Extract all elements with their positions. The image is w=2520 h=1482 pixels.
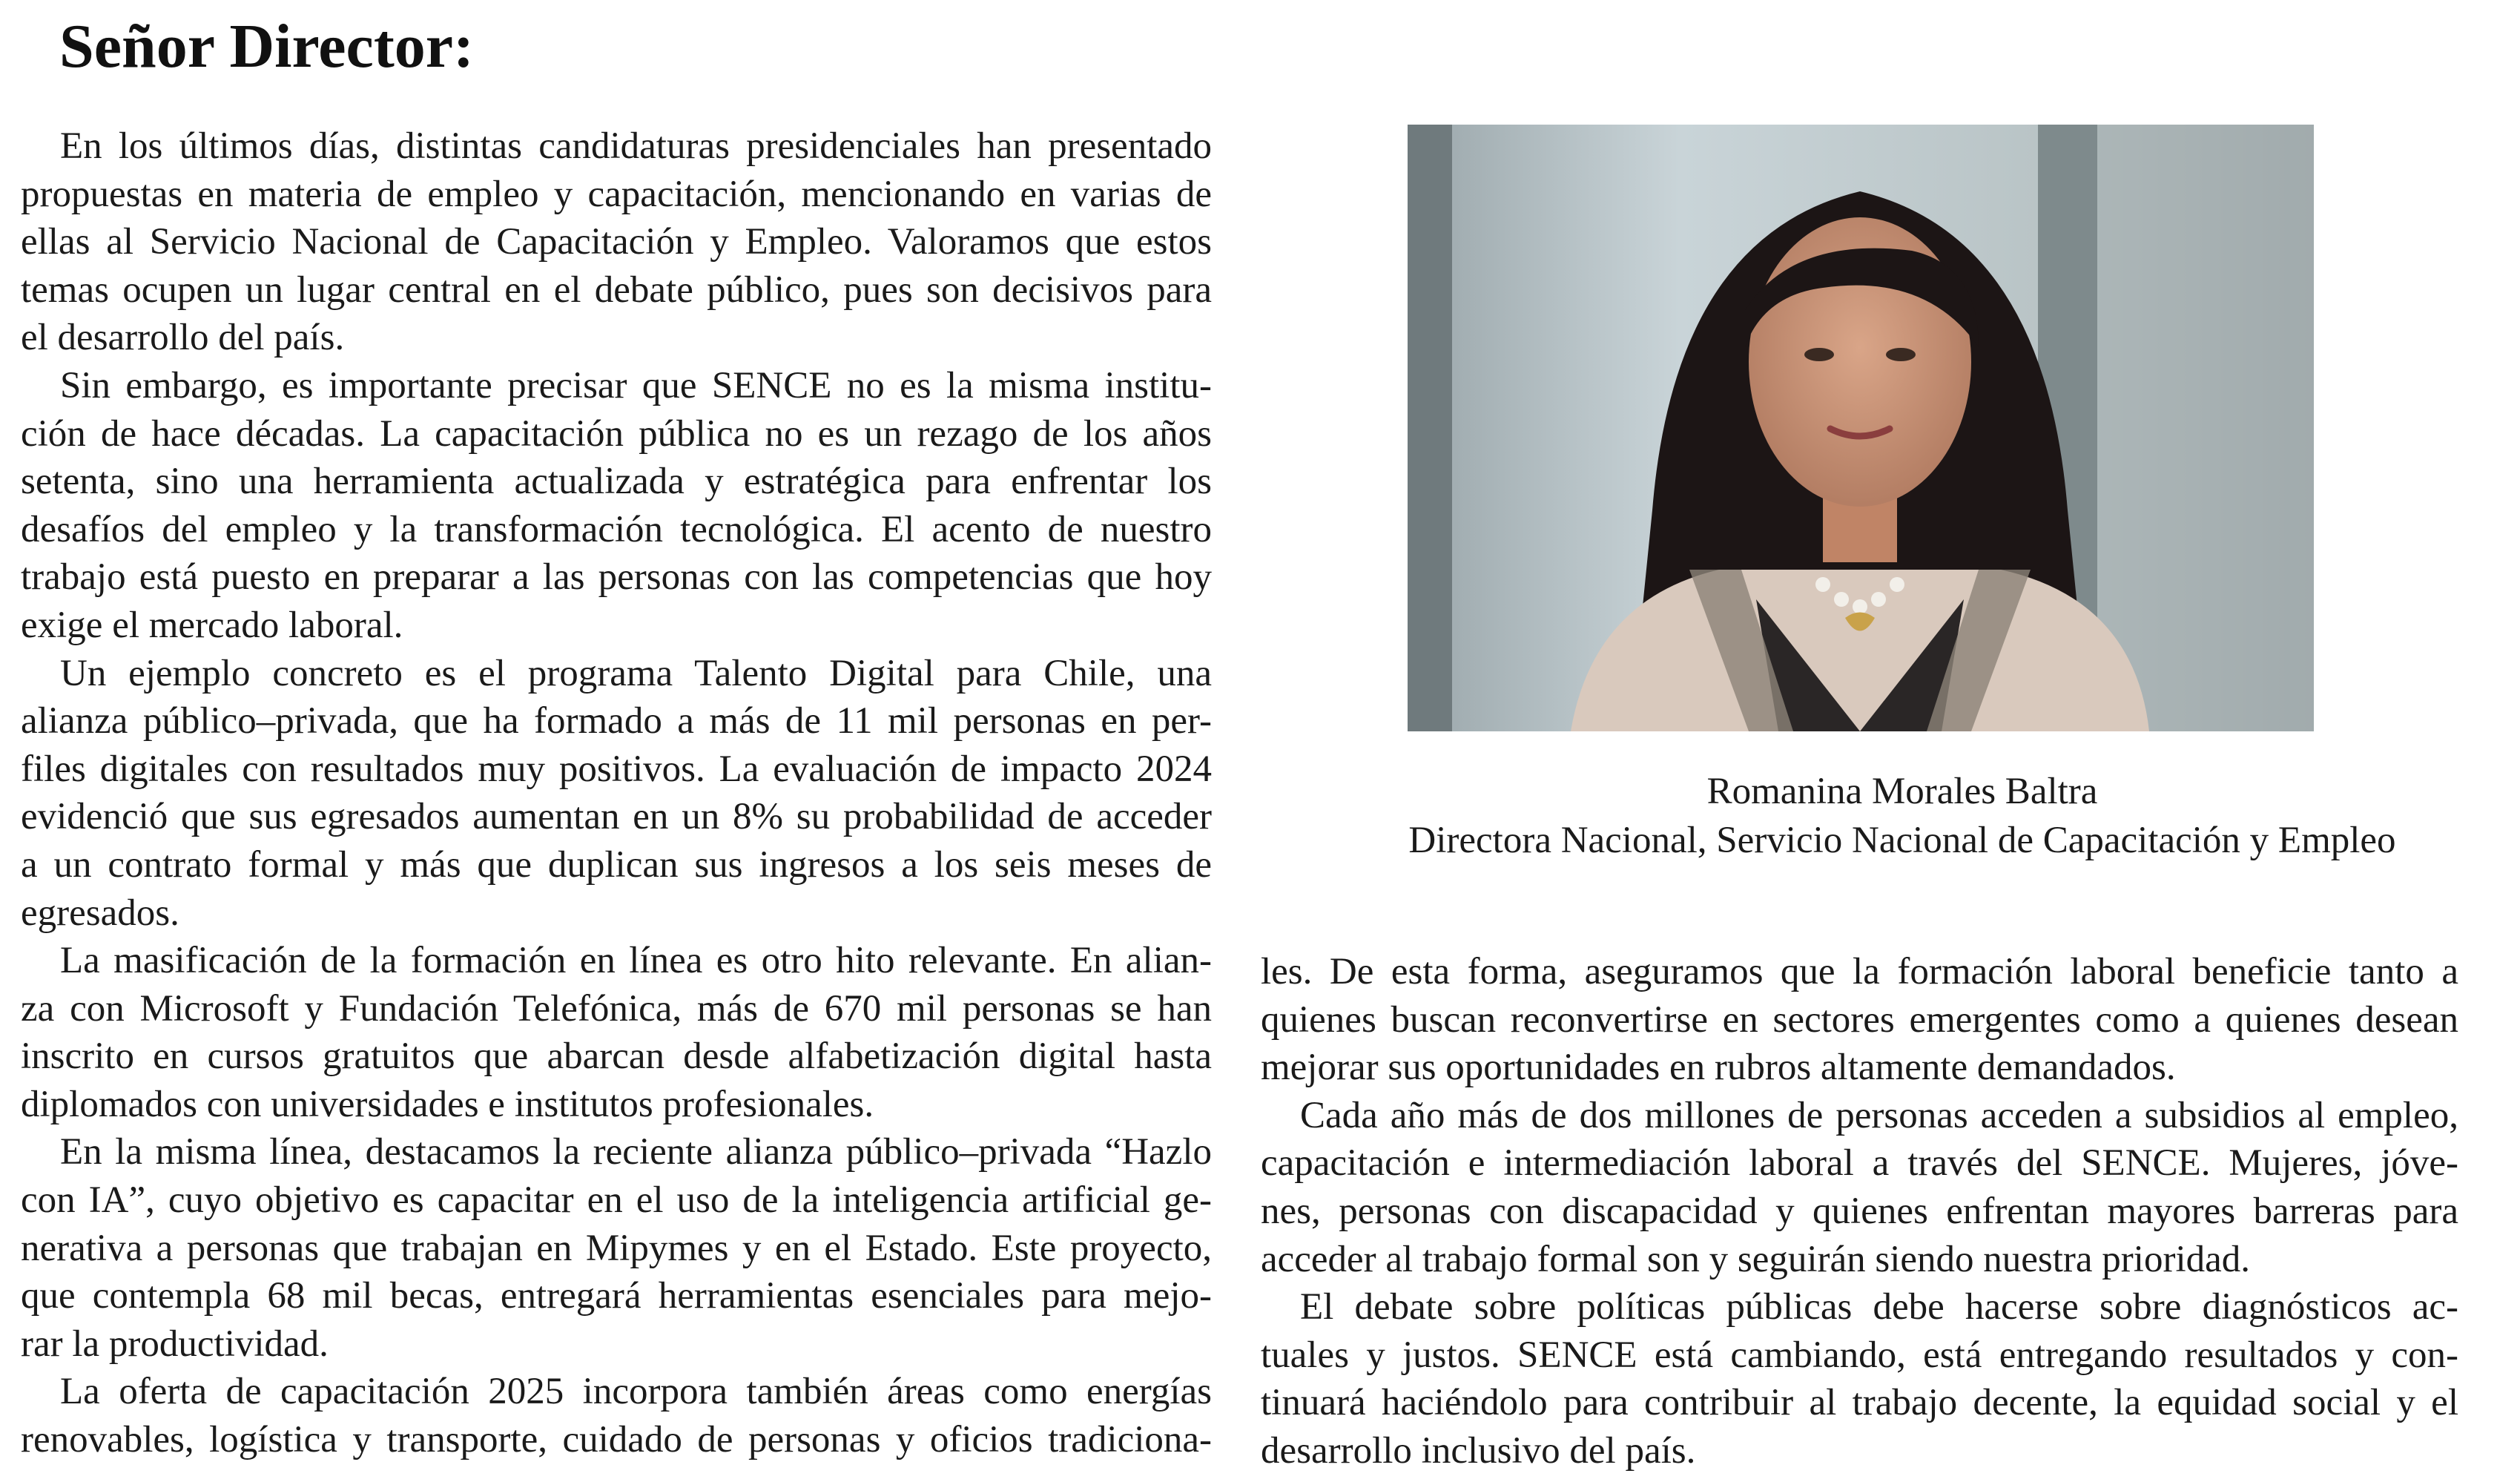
line-l4: el desarrollo del país. <box>21 317 345 359</box>
portrait-photo <box>1408 125 2314 731</box>
portrait-image <box>1408 125 2314 731</box>
line-l0: En los últimos días, distintas candidaturas presidenciales han presentado <box>60 125 1212 167</box>
line-l23: nerativa a personas que trabajan en Mipymes y en el Estado. Este proyecto, <box>21 1227 1212 1269</box>
line-r8: tuales y justos. SENCE está cambiando, está entregando resultados y con- <box>1261 1334 2458 1376</box>
line-l27: renovables, logística y transporte, cuidado de personas y oficios tradiciona- <box>21 1419 1212 1461</box>
line-l25: rar la productividad. <box>21 1323 329 1365</box>
line-l22: con IA”, cuyo objetivo es capacitar en el uso de la inteligencia artificial ge- <box>21 1179 1212 1222</box>
line-l6: ción de hace décadas. La capacitación pública no es un rezago de los años <box>21 412 1212 455</box>
line-l19: inscrito en cursos gratuitos que abarcan desde alfabetización digital hasta <box>21 1035 1212 1078</box>
line-l5: Sin embargo, es importante precisar que SENCE no es la misma institu- <box>60 364 1212 406</box>
line-r5: nes, personas con discapacidad y quienes enfrentan mayores barreras para <box>1261 1190 2458 1232</box>
line-r3: Cada año más de dos millones de personas acceden a subsidios al empleo, <box>1300 1094 2458 1136</box>
line-r7: El debate sobre políticas públicas debe hacerse sobre diagnósticos ac- <box>1300 1286 2458 1328</box>
line-l20: diplomados con universidades e institutos profesionales. <box>21 1083 874 1125</box>
line-l14: evidenció que sus egresados aumentan en un 8% su probabilidad de acceder <box>21 796 1212 838</box>
caption-name: Romanina Morales Baltra <box>1706 771 2098 812</box>
line-l7: setenta, sino una herramienta actualizada y estratégica para enfrentar los <box>21 461 1212 503</box>
line-l10: exige el mercado laboral. <box>21 604 403 646</box>
line-l1: propuestas en materia de empleo y capacitación, mencionando en varias de <box>21 173 1212 215</box>
line-l21: En la misma línea, destacamos la reciente alianza público–privada “Hazlo <box>60 1131 1212 1173</box>
line-l3: temas ocupen un lugar central en el debate público, pues son decisivos para <box>21 269 1212 311</box>
caption-role: Directora Nacional, Servicio Nacional de Capacitación y Empleo <box>1408 820 2396 861</box>
line-l13: files digitales con resultados muy positivos. La evaluación de impacto 2024 <box>21 748 1212 790</box>
line-l11: Un ejemplo concreto es el programa Talento Digital para Chile, una <box>60 652 1212 694</box>
line-r10: desarrollo inclusivo del país. <box>1261 1429 1696 1472</box>
line-r9: tinuará haciéndolo para contribuir al trabajo decente, la equidad social y el <box>1261 1382 2458 1424</box>
line-l2: ellas al Servicio Nacional de Capacitación y Empleo. Valoramos que estos <box>21 221 1212 263</box>
line-l12: alianza público–privada, que ha formado a más de 11 mil personas en per- <box>21 700 1212 742</box>
letter-left-column <box>21 122 1212 1464</box>
line-r2: mejorar sus oportunidades en rubros altamente demandados. <box>1261 1047 2176 1089</box>
line-r0: les. De esta forma, aseguramos que la formación laboral beneficie tanto a <box>1261 951 2458 992</box>
line-l18: za con Microsoft y Fundación Telefónica, más de 670 mil personas se han <box>21 987 1212 1030</box>
letter-right-column <box>1261 948 2458 1475</box>
line-l24: que contempla 68 mil becas, entregará herramientas esenciales para mejo- <box>21 1275 1212 1317</box>
line-r6: acceder al trabajo formal son y seguirán siendo nuestra prioridad. <box>1261 1238 2250 1280</box>
line-l9: trabajo está puesto en preparar a las personas con las competencias que hoy <box>21 556 1212 599</box>
line-l15: a un contrato formal y más que duplican sus ingresos a los seis meses de <box>21 843 1212 886</box>
line-l17: La masificación de la formación en línea es otro hito relevante. En alian- <box>60 940 1212 982</box>
line-r1: quienes buscan reconvertirse en sectores emergentes como a quienes desean <box>1261 998 2458 1041</box>
line-l16: egresados. <box>21 892 179 934</box>
line-r4: capacitación e intermediación laboral a través del SENCE. Mujeres, jóve- <box>1261 1142 2458 1185</box>
line-l26: La oferta de capacitación 2025 incorpora también áreas como energías <box>60 1371 1212 1413</box>
page-title: Señor Director: <box>59 12 475 81</box>
photo-caption <box>1261 767 2520 865</box>
line-l8: desafíos del empleo y la transformación tecnológica. El acento de nuestro <box>21 508 1212 550</box>
